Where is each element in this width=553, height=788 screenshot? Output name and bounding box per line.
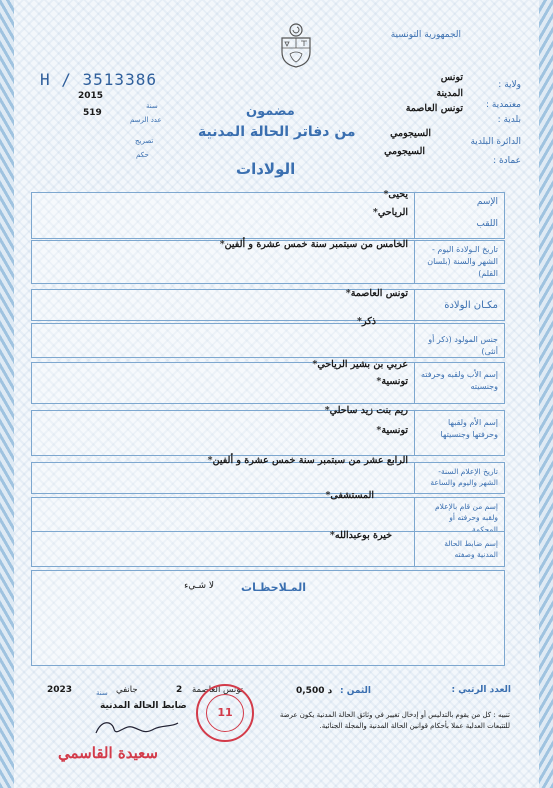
number-label: العدد الرتبي : <box>451 685 511 695</box>
declaration-date-label: تاريخ الإعلام السنة-الشهر واليوم والساعة <box>414 463 504 493</box>
gender-value: ذكر* <box>357 316 376 327</box>
declaration-date-row <box>31 455 505 494</box>
declarant-value: المستشفى* <box>325 490 374 501</box>
issue-month: جانفي <box>116 685 138 695</box>
officer-label: إسم ضابط الحالة المدنية وصفته <box>414 532 504 566</box>
declarant-label: إسم من قام بالإعلام ولقبه وحرفته أو المحكمة <box>414 498 504 531</box>
father-row <box>31 359 505 404</box>
reg-number-value: 519 <box>83 108 102 118</box>
surname-value: الرياحي* <box>372 207 408 218</box>
serial-number: H / 3513386 <box>40 70 157 89</box>
reg-number-label: عدد الرسم <box>130 116 162 124</box>
issue-day: 2 <box>176 685 183 695</box>
omada-value: السيجومي <box>384 146 425 157</box>
title-line2: من دفاتر الحالة المدنية <box>198 124 356 140</box>
dob-value: الخامس من سبتمبر سنة خمس عشرة و ألفين* <box>219 239 408 250</box>
daira-value: السيجومي <box>390 128 431 139</box>
officer-value: خيرة بوعبدالله* <box>329 530 392 541</box>
signature-name: سعيدة القاسمي <box>58 744 158 762</box>
officer-row <box>31 531 505 567</box>
right-border-pattern <box>539 0 553 788</box>
mother-row <box>31 405 505 456</box>
price-value: 0,500 د <box>296 686 333 696</box>
title-line1: مضمون <box>246 104 295 119</box>
year-value: 2015 <box>78 91 104 101</box>
surname-label: اللقب <box>476 218 498 229</box>
tunisia-emblem-icon <box>276 22 316 68</box>
father-value-name: عربي بن بشير الرياحي* <box>312 359 408 370</box>
price-label: الثمن : <box>340 686 372 696</box>
official-stamp <box>196 684 254 742</box>
name-labels <box>414 193 504 238</box>
issue-place: تونس العاصمة <box>192 685 243 695</box>
declaration-label: تصريح <box>135 137 154 145</box>
officer-title: ضابط الحالة المدنية <box>100 701 187 711</box>
remarks-row <box>31 570 505 666</box>
mother-value-name: ريم بنت زيد ساحلي* <box>324 405 408 416</box>
pob-value: تونس العاصمة* <box>345 288 408 299</box>
dob-row <box>31 240 505 284</box>
title-line3: الولادات <box>236 160 296 178</box>
judgment-label: حكم <box>136 151 149 159</box>
gender-row <box>31 316 505 358</box>
signature-icon <box>92 715 182 741</box>
baladia-value: تونس العاصمة <box>405 103 463 114</box>
omada-label: عمادة : <box>493 156 521 166</box>
mother-label: إسم الأم ولقبها وحرفتها وجنسيتها <box>414 411 504 455</box>
baladia-label: بلدية : <box>497 115 521 125</box>
wilaya-value: تونس <box>440 72 463 83</box>
father-label: إسم الأب ولقبه وحرفته وجنسيته <box>414 363 504 403</box>
remarks-value: لا شـيء <box>184 581 214 591</box>
left-border-pattern <box>0 0 14 788</box>
legal-warning: تنبيه : كل من يقوم بالتدليس أو إدخال تغيير في وثائق الحالة المدنية يكون عرضة للتتبعات العدلية عملا بأحكام قوانين الحالة المدنية والمجلة الجنائية. <box>279 711 510 730</box>
republic-label: الجمهورية التونسية <box>390 30 461 40</box>
pob-row <box>31 289 505 321</box>
wilaya-label: ولاية : <box>498 80 521 90</box>
declarant-row <box>31 490 505 534</box>
remarks-label: المـلاحظـات <box>241 581 306 594</box>
issue-year: 2023 <box>47 685 73 695</box>
father-value-nationality: تونسية* <box>376 376 408 387</box>
motamadia-value: المدينة <box>436 88 463 99</box>
issue-year-label: سنة <box>96 689 108 697</box>
name-row <box>31 189 505 239</box>
pob-label: مكـان الولادة <box>414 290 504 320</box>
declaration-date-value: الرابع عشر من سبتمبر سنة خمس عشرة و ألفين* <box>207 455 408 466</box>
dob-label: تاريخ الـولادة اليوم - الشهر والسنة (بلسان القلم) <box>414 241 504 283</box>
name-label: الإسم <box>476 197 498 207</box>
mother-value-nationality: تونسية* <box>376 425 408 436</box>
daira-label: الدائرة البلدية <box>470 137 521 147</box>
year-label: سنة <box>146 102 158 110</box>
gender-label: جنس المولود (ذكر أو أنثى) <box>414 324 504 357</box>
motamadia-label: معتمدية : <box>485 100 521 110</box>
stamp-number: 11 <box>217 706 233 719</box>
name-value: يحيى* <box>383 189 408 200</box>
